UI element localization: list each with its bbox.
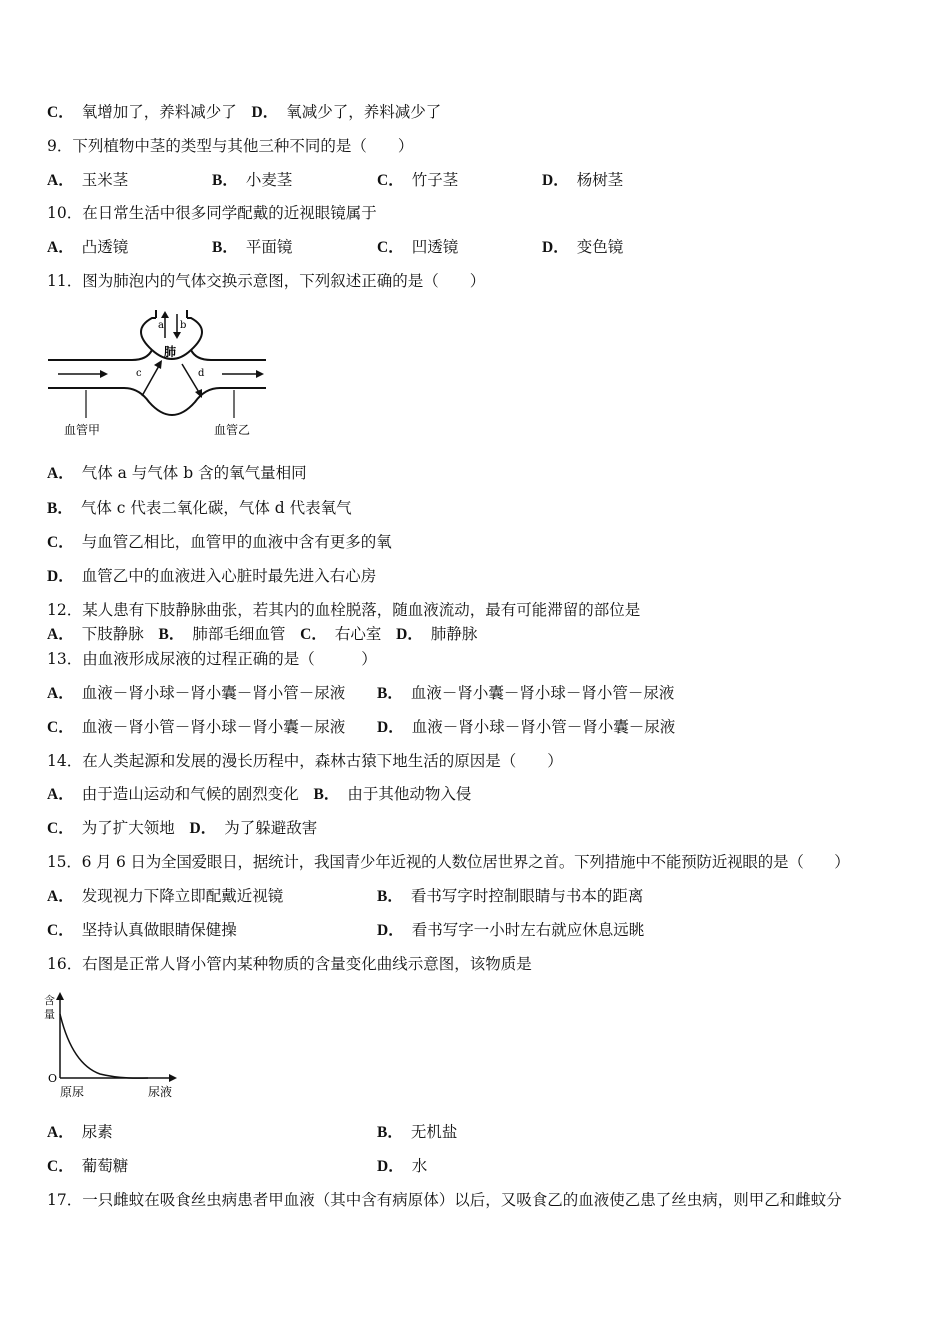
q10-option-d: D． 变色镜: [542, 238, 624, 256]
alveolus-gas-exchange-diagram: [44, 310, 274, 440]
option-letter: D．: [251, 104, 279, 121]
q16-option-c: C． 葡萄糖: [47, 1157, 129, 1175]
label-d: d: [198, 368, 205, 379]
q15-option-a: A． 发现视力下降立即配戴近视镜: [47, 887, 284, 905]
q16-option-d: D． 水: [377, 1157, 428, 1175]
q11-option-a: A． 气体 a 与气体 b 含的氧气量相同: [47, 464, 307, 482]
q14-options-ab: A． 由于造山运动和气候的剧烈变化 B． 由于其他动物入侵: [47, 785, 472, 803]
q11-option-d: D． 血管乙中的血液进入心脏时最先进入右心房: [47, 567, 377, 585]
y-axis-label-2: 量: [44, 1008, 55, 1021]
label-c: c: [136, 368, 142, 379]
q9-option-d: D． 杨树茎: [542, 171, 624, 189]
flow-arrow-left-head: [100, 370, 108, 378]
q8-option-c: 氧增加了，养料减少了: [81, 103, 237, 121]
q14-options-cd: C． 为了扩大领地 D． 为了躲避敌害: [47, 819, 318, 837]
x-axis-arrow: [169, 1074, 177, 1082]
arrow-a-head: [161, 311, 169, 318]
q11-option-b: B． 气体 c 代表二氧化碳，气体 d 代表氧气: [47, 499, 352, 517]
q16-stem: 16．右图是正常人肾小管内某种物质的含量变化曲线示意图，该物质是: [47, 955, 532, 973]
y-axis-arrow: [56, 992, 64, 1000]
label-b: b: [180, 320, 187, 331]
q9-option-a: A． 玉米茎: [47, 171, 129, 189]
q16-option-a: A． 尿素: [47, 1123, 113, 1141]
label-a: a: [158, 320, 164, 331]
vessel-1-label: 血管甲: [64, 423, 101, 437]
vessel-2-label: 血管乙: [214, 423, 251, 437]
q13-option-c: C． 血液－肾小管－肾小球－肾小囊－尿液: [47, 718, 346, 736]
substance-curve-graph: [40, 990, 190, 1102]
q10-option-c: C． 凹透镜: [377, 238, 459, 256]
option-letter: C．: [47, 104, 74, 121]
content-curve: [60, 1014, 148, 1078]
q13-option-d: D． 血液－肾小球－肾小管－肾小囊－尿液: [377, 718, 676, 736]
q8-options-cd: [47, 102, 441, 123]
q10-option-b: B． 平面镜: [212, 238, 293, 256]
x-start-label: 原尿: [60, 1085, 85, 1099]
q9-stem: 9．下列植物中茎的类型与其他三种不同的是（ ）: [47, 137, 414, 155]
vessel-lower-wall: [48, 388, 266, 415]
arrow-b-head: [173, 332, 181, 339]
q11-option-c: C． 与血管乙相比，血管甲的血液中含有更多的氧: [47, 533, 392, 551]
q15-option-c: C． 坚持认真做眼睛保健操: [47, 921, 237, 939]
origin-label: O: [48, 1072, 58, 1085]
q12-options: A． 下肢静脉 B． 肺部毛细血管 C． 右心室 D． 肺静脉: [47, 625, 478, 643]
q9-option-c: C． 竹子茎: [377, 171, 459, 189]
q10-stem: 10．在日常生活中很多同学配戴的近视眼镜属于: [47, 204, 377, 222]
q13-stem: 13．由血液形成尿液的过程正确的是（ ）: [47, 650, 377, 668]
x-end-label: 尿液: [148, 1085, 173, 1099]
flow-arrow-right-head: [256, 370, 264, 378]
q17-stem: 17．一只雌蚊在吸食丝虫病患者甲血液（其中含有病原体）以后，又吸食乙的血液使乙患了丝虫病，则甲乙和雌蚊分: [47, 1191, 842, 1209]
q14-stem: 14．在人类起源和发展的漫长历程中，森林古猿下地生活的原因是（ ）: [47, 752, 563, 770]
q11-stem: 11．图为肺泡内的气体交换示意图，下列叙述正确的是（ ）: [47, 272, 486, 290]
arrow-c: [142, 364, 160, 396]
q15-option-d: D． 看书写字一小时左右就应休息远眺: [377, 921, 645, 939]
q9-option-b: B． 小麦茎: [212, 171, 293, 189]
q12-stem: 12．某人患有下肢静脉曲张，若其内的血栓脱落，随血液流动，最有可能滞留的部位是: [47, 601, 641, 619]
q8-option-d: 氧减少了，养料减少了: [286, 103, 442, 121]
q15-stem: 15．6 月 6 日为全国爱眼日，据统计，我国青少年近视的人数位居世界之首。下列措施中不能预防近视眼的是（ ）: [47, 853, 850, 871]
q16-option-b: B． 无机盐: [377, 1123, 458, 1141]
q13-option-b: B． 血液－肾小囊－肾小球－肾小管－尿液: [377, 684, 675, 702]
q13-option-a: A． 血液－肾小球－肾小囊－肾小管－尿液: [47, 684, 346, 702]
y-axis-label-1: 含: [44, 994, 55, 1007]
organ-label: 肺: [164, 345, 177, 359]
q10-option-a: A． 凸透镜: [47, 238, 129, 256]
q15-option-b: B． 看书写字时控制眼睛与书本的距离: [377, 887, 644, 905]
